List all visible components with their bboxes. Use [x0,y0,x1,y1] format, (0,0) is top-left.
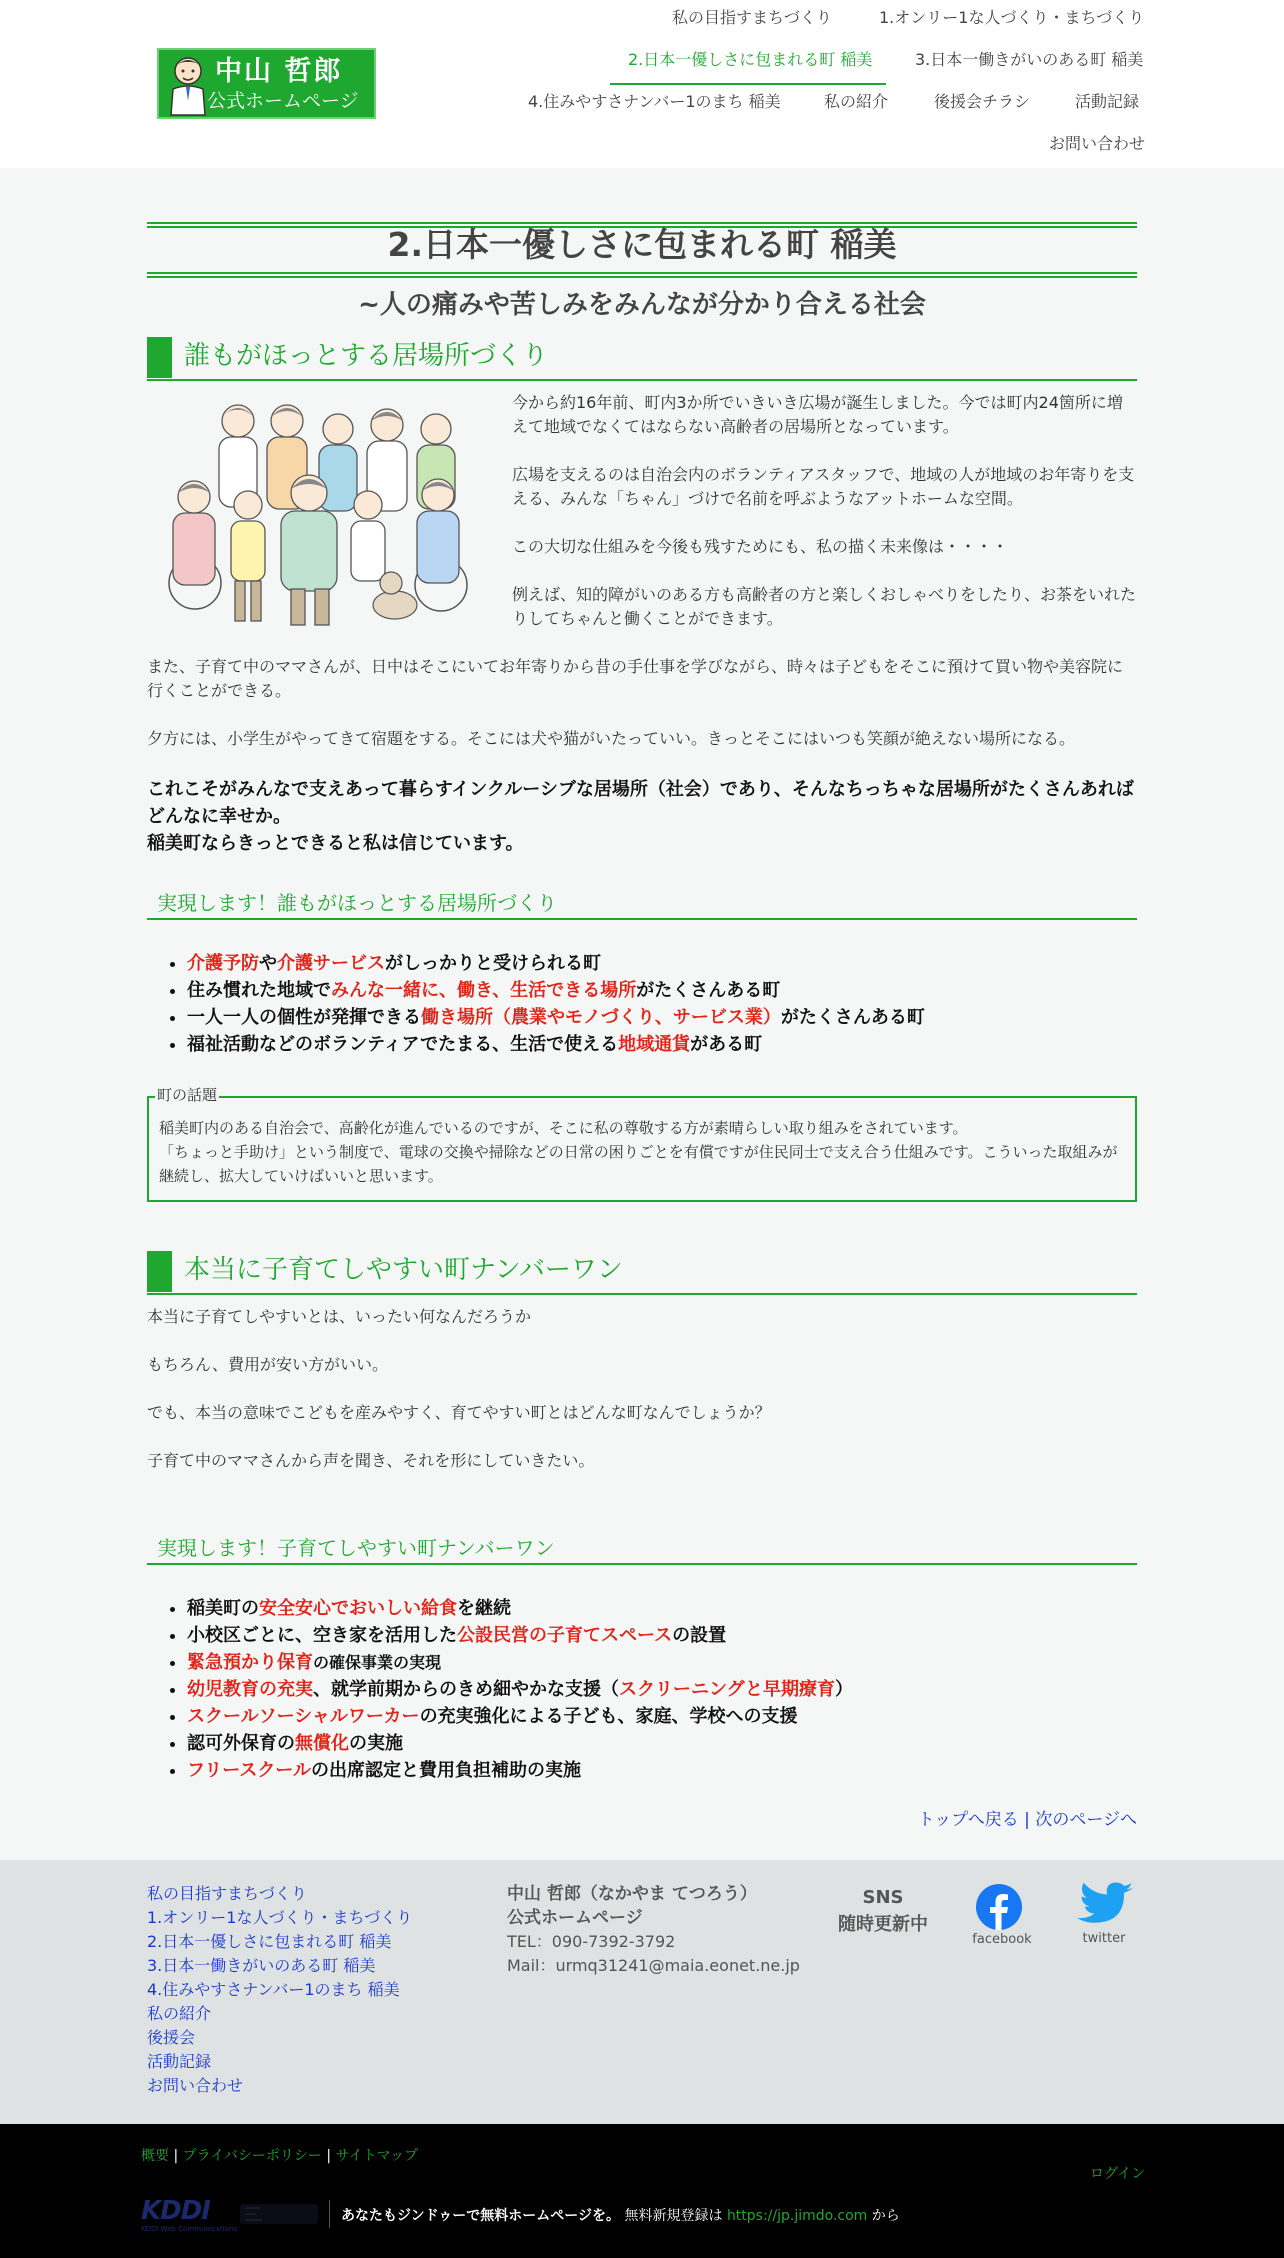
section-heading-childcare [147,1249,1137,1295]
footer-link-policy-1[interactable]: 1.オンリー1な人づくり・まちづくり [147,1908,413,1927]
jimdo-promo [341,2206,900,2227]
section-heading-text: 誰もがほっとする居場所づくり [184,341,549,371]
community-illustration [155,393,487,633]
page-subtitle: ~人の痛みや苦しみをみんなが分かり合える社会 [358,290,926,320]
topic-body [159,1116,1125,1188]
emphasis-paragraph-belief: 稲美町ならきっとできると私は信じています。 [147,833,524,854]
footer-contact [507,1882,800,1978]
page-navigation [700,1808,1137,1834]
subheading-realize-ibasho [147,888,1137,920]
about-link[interactable]: 概要 [141,2148,169,2164]
contact-name: 中山 哲郎（なかやま てつろう） [507,1884,757,1904]
list-item: • 緊急預かり保育の確保事業の実現 [187,1649,853,1676]
title-rule-bottom [147,272,1137,278]
nav-item-flyer[interactable]: 後援会チラシ [934,92,1031,111]
jimdo-logo-icon[interactable] [240,2200,320,2228]
nav-item-contact[interactable]: お問い合わせ [1049,134,1146,153]
sns-update-label: 随時更新中 [838,1914,928,1935]
contact-site: 公式ホームページ [507,1908,643,1928]
facebook-icon[interactable] [976,1884,1022,1930]
bottom-separator: | [321,2148,336,2164]
jimdo-promo-text: 無料新規登録は [620,2208,727,2224]
town-topic-box [147,1086,1137,1202]
footer-link-profile[interactable]: 私の紹介 [147,2004,212,2023]
page-title: 2.日本一優しさに包まれる町 稲美 [387,225,897,264]
subheading-text: 実現します！子育てしやすい町ナンバーワン [157,1536,555,1560]
subheading-text: 実現します！誰もがほっとする居場所づくり [157,891,557,915]
list-item: • 稲美町の安全安心でおいしい給食を継続 [187,1595,853,1622]
next-page-link[interactable]: 次のページへ [1035,1810,1137,1830]
section-heading-ibasho [147,335,1137,381]
sns-label: SNS [862,1887,904,1908]
commitment-list-ibasho [187,950,925,1058]
twitter-caption[interactable]: twitter [1082,1931,1126,1946]
childcare-paragraph-2: もちろん、費用が安い方がいい。 [147,1355,388,1374]
commitment-list-childcare [187,1595,853,1784]
topic-legend: 町の話題 [157,1086,218,1104]
topic-line-1: 稲美町内のある自治会で、高齢化が進んでいるのですが、そこに私の尊敬する方が素晴らしい取り組みをされています。 [159,1119,968,1137]
footer-link-policy-2[interactable]: 2.日本一優しさに包まれる町 稲美 [147,1932,392,1951]
nav-active-indicator [610,83,886,85]
heading-marker [147,337,172,378]
sns-heading [820,1884,946,1938]
nav-item-policy-4[interactable]: 4.住みやすさナンバー1のまち 稲美 [528,92,781,111]
privacy-link[interactable]: プライバシーポリシー [182,2148,322,2164]
twitter-icon[interactable] [1077,1882,1133,1930]
contact-tel: TEL：090-7392-3792 [507,1932,676,1951]
body-paragraph-mama: また、子育て中のママさんが、日中はそこにいてお年寄りから昔の手仕事を学びながら、時々は子どもをそこに預けて買い物や美容院に行くことができる。 [147,657,1124,700]
nav-item-activity[interactable]: 活動記録 [1075,92,1140,111]
facebook-caption[interactable]: facebook [972,1932,1032,1947]
jimdo-bottom-bar [0,2124,1284,2258]
list-item: • 幼児教育の充実、就学前期からのきめ細やかな支援（スクリーニングと早期療育） [187,1676,853,1703]
body-paragraph-evening: 夕方には、小学生がやってきて宿題をする。そこには犬や猫がいたっていい。きっとそこにはいつも笑顔が絶えない場所になる。 [147,729,1076,748]
back-to-top-link[interactable]: トップへ戻る [917,1810,1019,1830]
contact-mail: Mail：urmq31241@maia.eonet.ne.jp [507,1956,800,1975]
footer-link-policy-4[interactable]: 4.住みやすさナンバー1のまち 稲美 [147,1980,400,1999]
login-link[interactable]: ログイン [1090,2166,1146,2182]
footer-link-activity[interactable]: 活動記録 [147,2052,212,2071]
sitemap-link[interactable]: サイトマップ [335,2148,419,2164]
subheading-realize-childcare [147,1533,1137,1565]
footer-link-supporters[interactable]: 後援会 [147,2028,196,2047]
list-item: • 介護予防や介護サービスがしっかりと受けられる町 [187,950,925,977]
footer-link-policy-3[interactable]: 3.日本一働きがいのある町 稲美 [147,1956,376,1975]
nav-item-vision[interactable]: 私の目指すまちづくり [672,8,832,27]
jimdo-promo-tail: から [867,2208,900,2224]
logo-subtitle: 公式ホームページ [207,90,359,112]
intro-paragraph-1: 今から約16年前、町内3か所でいきいき広場が誕生しました。今では町内24箇所に増えて地域でなくてはならない高齢者の居場所となっています。 [512,393,1123,436]
heading-marker [147,1251,172,1292]
childcare-paragraph-4: 子育て中のママさんから声を聞き、それを形にしていきたい。 [147,1451,595,1470]
candidate-portrait-icon [163,53,213,117]
section-heading-text: 本当に子育てしやすい町ナンバーワン [184,1255,623,1285]
site-logo[interactable] [157,48,376,119]
intro-paragraph-3: この大切な仕組みを今後も残すためにも、私の描く未来像は・・・・ [512,537,1009,556]
nav-item-profile[interactable]: 私の紹介 [824,92,889,111]
list-item: • フリースクールの出席認定と費用負担補助の実施 [187,1757,853,1784]
jimdo-promo-bold: あなたもジンドゥーで無料ホームページを。 [341,2208,621,2224]
childcare-paragraph-3: でも、本当の意味でこどもを産みやすく、育てやすい町とはどんな町なんでしょうか？ [147,1403,771,1422]
bottom-divider [329,2200,330,2228]
list-item: • 住み慣れた地域でみんな一緒に、働き、生活できる場所がたくさんある町 [187,977,925,1004]
intro-paragraph-4: 例えば、知的障がいのある方も高齢者の方と楽しくおしゃべりをしたり、お茶をいれたりしてちゃんと働くことができます。 [512,585,1137,628]
emphasis-paragraph-inclusive: これこそがみんなで支えあって暮らすインクルーシブな居場所（社会）であり、そんなちっちゃな居場所がたくさんあればどんなに幸せか。 [147,779,1134,827]
footer-link-vision[interactable]: 私の目指すまちづくり [147,1884,307,1903]
intro-paragraph-2: 広場を支えるのは自治会内のボランティアスタッフで、地域の人が地域のお年寄りを支える、みんな「ちゃん」づけで名前を呼ぶようなアットホームな空間。 [512,465,1135,508]
bottom-links [141,2146,418,2167]
childcare-paragraph-1: 本当に子育てしやすいとは、いったい何なんだろうか [147,1307,532,1326]
nav-item-policy-1[interactable]: 1.オンリー1な人づくり・まちづくり [879,8,1145,27]
footer-link-contact[interactable]: お問い合わせ [147,2076,244,2095]
nav-item-policy-3[interactable]: 3.日本一働きがいのある町 稲美 [915,50,1144,69]
kddi-logo-subtitle: KDDI Web Communications [141,2225,237,2233]
list-item: • 一人一人の個性が発揮できる働き場所（農業やモノづくり、サービス業）がたくさんある町 [187,1004,925,1031]
bottom-separator: | [169,2148,183,2164]
topic-line-2: 「ちょっと手助け」という制度で、電球の交換や掃除などの日常の困りごとを有償ですが住民同士で支え合う仕組みです。こういった取組みが継続し、拡大していけばいいと思います。 [159,1143,1118,1185]
list-item: • スクールソーシャルワーカーの充実強化による子ども、家庭、学校への支援 [187,1703,853,1730]
list-item: • 認可外保育の無償化の実施 [187,1730,853,1757]
kddi-logo[interactable]: KDDI [141,2196,210,2226]
site-header [0,0,1284,168]
nav-item-policy-2[interactable]: 2.日本一優しさに包まれる町 稲美 [628,50,873,69]
list-item: • 小校区ごとに、空き家を活用した公設民営の子育てスペースの設置 [187,1622,853,1649]
jimdo-signup-link[interactable]: https://jp.jimdo.com [726,2208,868,2224]
list-item: • 福祉活動などのボランティアでたまる、生活で使える地域通貨がある町 [187,1031,925,1058]
logo-name: 中山 哲郎 [215,56,343,87]
pagenav-separator: | [1018,1810,1036,1830]
